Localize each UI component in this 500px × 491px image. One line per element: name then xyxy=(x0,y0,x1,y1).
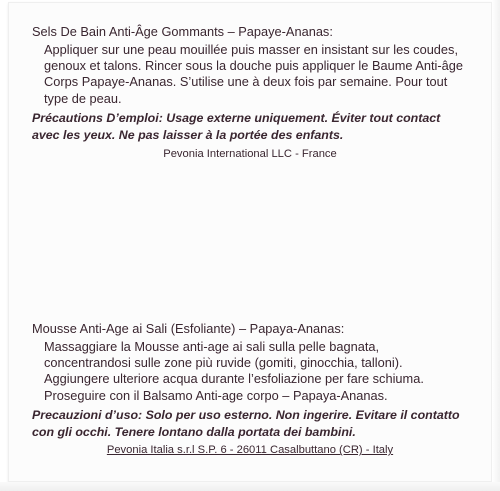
italian-product-title: Mousse Anti-Age ai Sali (Esfoliante) – Papaya-Ananas: xyxy=(32,321,345,336)
french-product-title: Sels De Bain Anti-Âge Gommants – Papaye-Ananas: xyxy=(32,24,333,39)
french-instructions: Appliquer sur une peau mouillée puis masser en insistant sur les coudes, genoux et talons. Rincer sous la douche puis appliquer le Baume Anti-âge Corps Papaye-Ananas. S’utilise une à deux fois par semaine. Pour tout type de peau. xyxy=(44,42,464,106)
french-manufacturer: Pevonia International LLC - France xyxy=(163,148,337,161)
italian-manufacturer: Pevonia Italia s.r.l S.P. 6 - 26011 Casalbuttano (CR) - Italy xyxy=(106,444,394,457)
italian-instructions: Massaggiare la Mousse anti-age ai sali sulla pelle bagnata, concentrandosi sulle zone più ruvide (gomiti, ginocchia, talloni). Aggiungere ulteriore acqua durante l’esfoliazione per fare schiuma. Proseguire con il Balsamo Anti-age corpo – Papaya-Ananas. xyxy=(44,339,424,403)
italian-section xyxy=(32,319,468,458)
label-panel xyxy=(8,2,492,482)
french-section xyxy=(32,22,468,162)
french-precautions: Précautions D’emploi: Usage externe uniquement. Éviter tout contact avec les yeux. Ne pas laisser à la portée des enfants. xyxy=(32,110,441,142)
italian-precautions: Precauzioni d’uso: Solo per uso esterno. Non ingerire. Evitare il contatto con gli occhi. Tenere lontano dalla portata dei bambini. xyxy=(32,407,460,439)
panel-edge-right xyxy=(492,0,500,491)
panel-edge-bottom xyxy=(0,482,500,491)
